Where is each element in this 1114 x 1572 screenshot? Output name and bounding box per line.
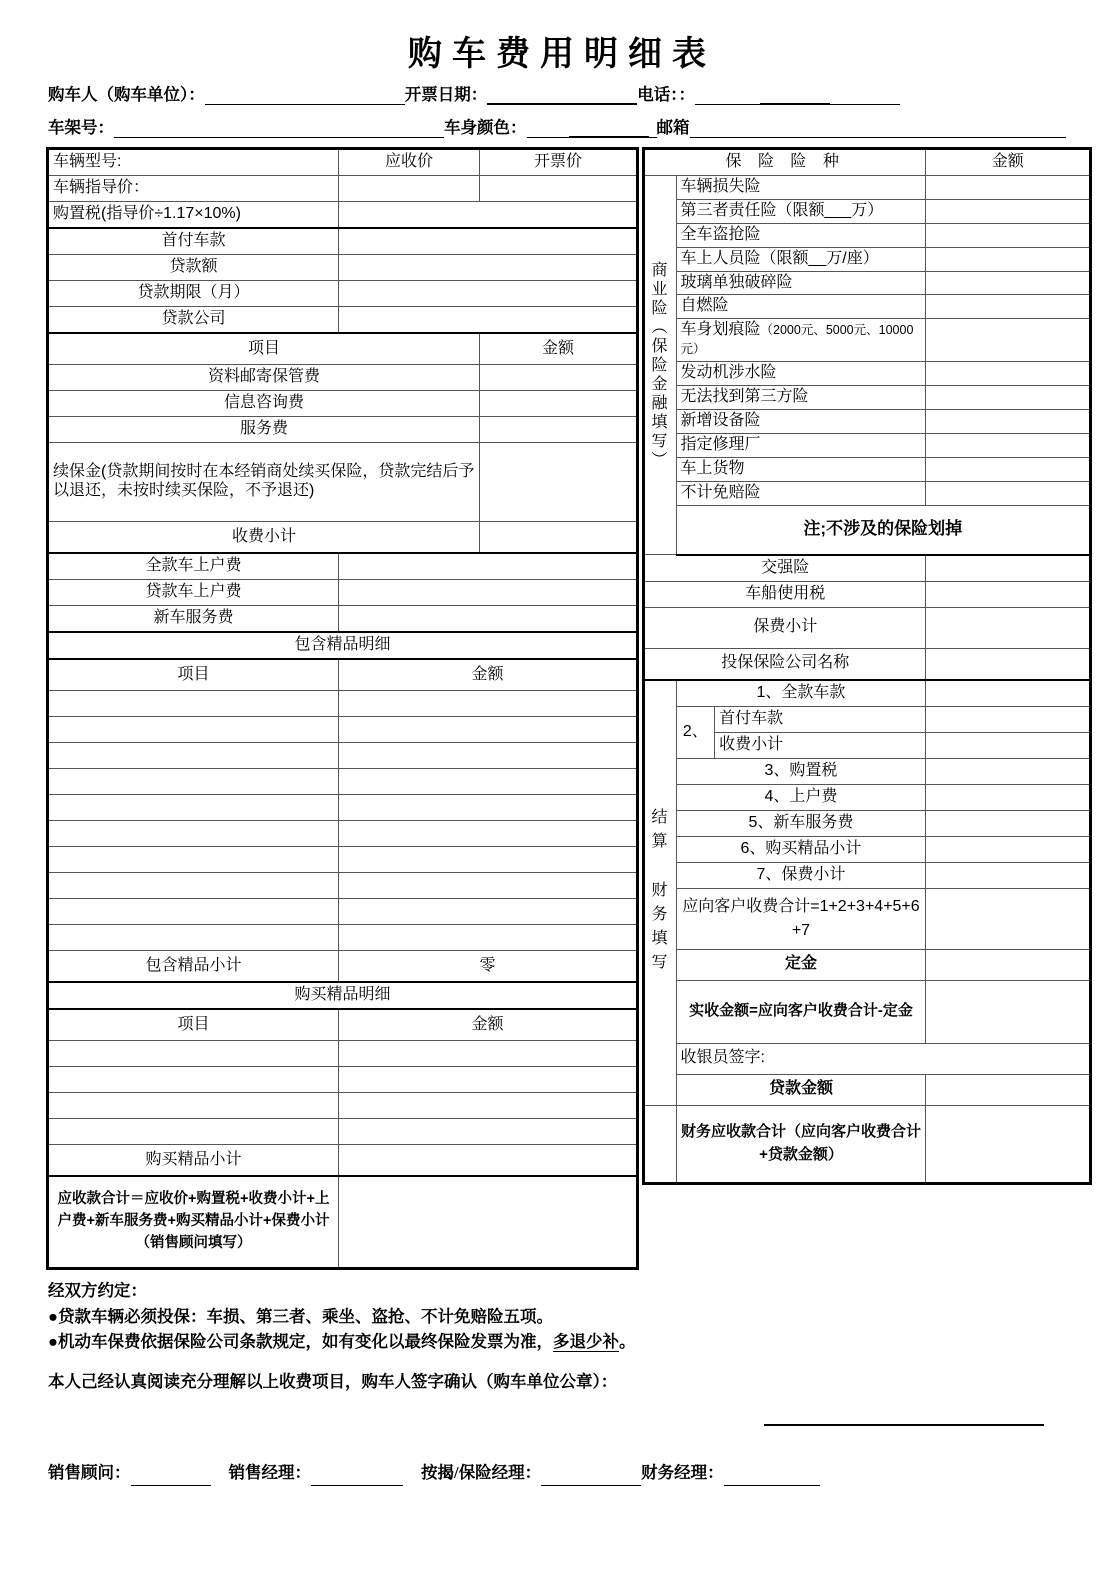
- loan-company-value-cell[interactable]: [339, 307, 638, 334]
- loan-amount-settlement-cell[interactable]: [926, 1074, 1091, 1105]
- loan-registration-fee-cell[interactable]: [339, 580, 638, 606]
- table-row: [644, 319, 1091, 362]
- table-row: [644, 271, 1091, 295]
- new-car-service-fee-label: 新车服务费: [48, 606, 339, 633]
- included-accessory-item-cell[interactable]: [48, 795, 339, 821]
- settlement-row-cell[interactable]: [926, 836, 1091, 862]
- settlement-item2-sub-a-cell[interactable]: [926, 706, 1091, 732]
- insurance-item-label: 车上人员险（限额__万/座）: [676, 247, 926, 271]
- insurance-item-label: 车上货物: [676, 457, 926, 481]
- table-row: [644, 888, 1091, 949]
- grand-total-cell[interactable]: [339, 1176, 638, 1269]
- customer-total-cell[interactable]: [926, 888, 1091, 949]
- commercial-insurance-vertical-label: 商业险（保险金融填写）: [644, 176, 677, 555]
- insurance-amount-cell[interactable]: [926, 271, 1091, 295]
- buyer-signature-area: [48, 1412, 1066, 1426]
- scratch-insurance-note: （2000元、5000元、10000元）: [680, 323, 914, 357]
- vehicle-vessel-tax-label: 车船使用税: [644, 581, 926, 607]
- full-payment-registration-fee-cell[interactable]: [339, 553, 638, 580]
- insurance-note-line: 注;不涉及的保险划掉: [676, 505, 1091, 555]
- purchased-accessory-item-cell[interactable]: [48, 1119, 339, 1145]
- mailing-storage-fee-label: 资料邮寄保管费: [48, 365, 480, 391]
- loan-term-value-cell[interactable]: [339, 281, 638, 307]
- table-row: [48, 659, 638, 691]
- insurance-item-label: 车辆损失险: [676, 176, 926, 200]
- finance-manager-line[interactable]: [724, 1471, 820, 1486]
- settlement-item2-sub-b-cell[interactable]: [926, 732, 1091, 758]
- table-row: [644, 505, 1091, 555]
- settlement-row-cell[interactable]: [926, 784, 1091, 810]
- buyer-input-line[interactable]: [205, 89, 405, 105]
- table-row: [644, 836, 1091, 862]
- info-consult-fee-cell[interactable]: [480, 391, 638, 417]
- body-color-line-c[interactable]: [613, 121, 649, 138]
- right-table: [642, 147, 1092, 1185]
- phone-input-line-a[interactable]: [695, 89, 760, 105]
- service-fee-cell[interactable]: [480, 417, 638, 443]
- included-accessory-item-cell[interactable]: [48, 873, 339, 899]
- included-accessory-item-cell[interactable]: [48, 821, 339, 847]
- table-row: [644, 758, 1091, 784]
- insurance-item-label: 无法找到第三方险: [676, 386, 926, 410]
- finance-manager-label: 财务经理：: [641, 1463, 724, 1483]
- sales-manager-line[interactable]: [311, 1471, 403, 1486]
- page-title: 购车费用明细表: [408, 36, 716, 73]
- table-row: [644, 706, 1091, 732]
- table-row: [48, 632, 638, 659]
- table-row: [48, 417, 638, 443]
- compulsory-insurance-cell[interactable]: [926, 555, 1091, 582]
- table-row: [48, 255, 638, 281]
- table-row: [644, 581, 1091, 607]
- table-row: [48, 606, 638, 633]
- insurance-item-label: 发动机涉水险: [676, 362, 926, 386]
- included-accessory-amount-cell[interactable]: [339, 795, 638, 821]
- body-color-line-b[interactable]: [569, 121, 613, 138]
- included-accessories-title: 包含精品明细: [48, 632, 638, 659]
- table-row: [644, 862, 1091, 888]
- guide-price-receivable-cell[interactable]: [339, 176, 480, 202]
- included-accessory-item-cell[interactable]: [48, 925, 339, 951]
- purchased-accessories-subtotal-cell[interactable]: [339, 1145, 638, 1177]
- table-row: [644, 176, 1091, 200]
- insurance-item-label: 第三者责任险（限额___万）: [676, 199, 926, 223]
- premium-subtotal-cell[interactable]: [926, 607, 1091, 648]
- settlement-item2-sub-a: 首付车款: [715, 706, 926, 732]
- table-row: [48, 899, 638, 925]
- table-row: [48, 281, 638, 307]
- actual-received-cell[interactable]: [926, 980, 1091, 1043]
- invoice-date-label: 开票日期：: [404, 86, 488, 104]
- table-row: [644, 457, 1091, 481]
- table-row: [48, 391, 638, 417]
- insurance-amount-cell[interactable]: [926, 433, 1091, 457]
- table-row: [644, 949, 1091, 980]
- included-accessories-item-header: 项目: [48, 659, 339, 691]
- info-consult-fee-label: 信息咨询费: [48, 391, 480, 417]
- table-row: [644, 980, 1091, 1043]
- scratch-insurance-label: [676, 319, 926, 362]
- purchased-accessories-subtotal-label: 购买精品小计: [48, 1145, 339, 1177]
- included-accessory-item-cell[interactable]: [48, 743, 339, 769]
- body-color-line-d[interactable]: [649, 122, 657, 138]
- included-accessory-item-cell[interactable]: [48, 899, 339, 925]
- table-row: [48, 580, 638, 606]
- included-accessory-amount-cell[interactable]: [339, 821, 638, 847]
- purchase-tax-value-cell[interactable]: [339, 202, 638, 229]
- purchased-accessories-item-header: 项目: [48, 1009, 339, 1041]
- fee-item-header: 项目: [48, 333, 480, 365]
- insurance-amount-cell[interactable]: [926, 410, 1091, 434]
- included-accessory-item-cell[interactable]: [48, 717, 339, 743]
- table-row: [644, 295, 1091, 319]
- table-row: [48, 951, 638, 983]
- service-fee-label: 服务费: [48, 417, 480, 443]
- included-accessory-amount-cell[interactable]: [339, 743, 638, 769]
- insurance-item-label: 自燃险: [676, 295, 926, 319]
- compulsory-insurance-label: 交强险: [644, 555, 926, 582]
- insurance-amount-cell[interactable]: [926, 295, 1091, 319]
- agreement-bullet-2-suffix: 。: [618, 1332, 636, 1352]
- right-table-container: [642, 147, 1092, 1185]
- renewal-deposit-cell[interactable]: [480, 443, 638, 522]
- table-row: [48, 769, 638, 795]
- table-row: [644, 1074, 1091, 1105]
- table-row: [48, 847, 638, 873]
- included-accessory-item-cell[interactable]: [48, 769, 339, 795]
- table-row: [48, 1041, 638, 1067]
- vehicle-model-label: 车辆型号:: [48, 149, 339, 176]
- settlement-row-cell[interactable]: [926, 862, 1091, 888]
- insurance-item-label: 不计免赔险: [676, 481, 926, 505]
- form-tables: [0, 147, 1114, 1270]
- settlement-row-label: 6、购买精品小计: [676, 836, 926, 862]
- down-payment-value-cell[interactable]: [339, 228, 638, 255]
- agreement-bullet-1: ●贷款车辆必须投保：车损、第三者、乘坐、盗抢、不计免赔险五项。: [48, 1306, 553, 1326]
- deposit-label: 定金: [676, 949, 926, 980]
- table-row: [644, 362, 1091, 386]
- table-row: [644, 607, 1091, 648]
- table-row: [48, 553, 638, 580]
- email-input-line[interactable]: [690, 122, 1067, 138]
- agreement-bullet-2-prefix: ●机动车保费依据保险公司条款规定，如有变化以最终保险发票为准，: [48, 1332, 553, 1352]
- down-payment-label: 首付车款: [48, 228, 339, 255]
- guide-price-invoice-cell[interactable]: [480, 176, 638, 202]
- included-accessory-item-cell[interactable]: [48, 847, 339, 873]
- buyer-label: 购车人（购车单位）：: [48, 86, 205, 104]
- table-row: [644, 648, 1091, 680]
- included-accessories-subtotal-value: 零: [339, 951, 638, 983]
- left-table-container: [46, 147, 636, 1270]
- table-row: [644, 247, 1091, 271]
- table-row: [48, 176, 638, 202]
- table-row: [48, 925, 638, 951]
- settlement-row-label: 3、购置税: [676, 758, 926, 784]
- sales-consultant-label: 销售顾问：: [48, 1463, 131, 1483]
- table-row: [48, 333, 638, 365]
- insurance-item-label: 指定修理厂: [676, 433, 926, 457]
- table-row: [48, 307, 638, 334]
- table-row: [644, 810, 1091, 836]
- fee-subtotal-cell[interactable]: [480, 522, 638, 554]
- header-row-2: [48, 114, 1066, 138]
- agreement-bullet-2: [48, 1329, 1066, 1355]
- buyer-signature-line[interactable]: [764, 1412, 1044, 1426]
- table-row: [48, 1176, 638, 1269]
- manager-signature-row: [48, 1460, 1066, 1486]
- settlement-vertical-spacer: [644, 1105, 677, 1183]
- footer-spacer: [48, 1355, 1066, 1369]
- insurance-type-header: 保 险 险 种: [644, 149, 926, 176]
- purchased-accessory-amount-cell[interactable]: [339, 1119, 638, 1145]
- settlement-row-label: 7、保费小计: [676, 862, 926, 888]
- included-accessory-amount-cell[interactable]: [339, 873, 638, 899]
- table-row: [644, 433, 1091, 457]
- loan-amount-label: 贷款额: [48, 255, 339, 281]
- full-payment-registration-fee-label: 全款车上户费: [48, 553, 339, 580]
- invoice-date-input-line[interactable]: [487, 88, 637, 105]
- loan-company-label: 贷款公司: [48, 307, 339, 334]
- table-row: [644, 1105, 1091, 1183]
- table-row: [48, 443, 638, 522]
- customer-total-label: 应向客户收费合计=1+2+3+4+5+6+7: [676, 888, 926, 949]
- table-row: [48, 1093, 638, 1119]
- included-accessory-amount-cell[interactable]: [339, 925, 638, 951]
- vin-label: 车架号：: [48, 119, 114, 137]
- purchased-accessory-item-cell[interactable]: [48, 1093, 339, 1119]
- loan-term-label: 贷款期限（月）: [48, 281, 339, 307]
- table-row: [48, 821, 638, 847]
- left-table: [46, 147, 639, 1270]
- table-row: [48, 717, 638, 743]
- email-label: 邮箱: [656, 119, 690, 137]
- insurance-company-name-label: 投保保险公司名称: [644, 648, 926, 680]
- included-accessory-amount-cell[interactable]: [339, 769, 638, 795]
- table-row: [48, 1067, 638, 1093]
- purchased-accessory-amount-cell[interactable]: [339, 1041, 638, 1067]
- table-row: [48, 1119, 638, 1145]
- purchased-accessory-amount-cell[interactable]: [339, 1067, 638, 1093]
- finance-total-cell[interactable]: [926, 1105, 1091, 1183]
- footer-agreement: [0, 1270, 1114, 1486]
- purchased-accessory-amount-cell[interactable]: [339, 1093, 638, 1119]
- insurance-amount-cell[interactable]: [926, 199, 1091, 223]
- deposit-cell[interactable]: [926, 949, 1091, 980]
- insurance-amount-cell[interactable]: [926, 247, 1091, 271]
- finance-total-label: 财务应收款合计（应向客户收费合计+贷款金额）: [676, 1105, 926, 1183]
- loan-registration-fee-label: 贷款车上户费: [48, 580, 339, 606]
- table-row: [48, 202, 638, 229]
- agreement-bullet-2-emphasis: 多退少补: [552, 1332, 619, 1352]
- table-row: [48, 522, 638, 554]
- table-row: [48, 1145, 638, 1177]
- table-row: [644, 149, 1091, 176]
- mailing-storage-fee-cell[interactable]: [480, 365, 638, 391]
- table-row: [644, 223, 1091, 247]
- invoice-price-header: 开票价: [480, 149, 638, 176]
- included-accessory-item-cell[interactable]: [48, 691, 339, 717]
- table-row: [644, 555, 1091, 582]
- cashier-signature-label[interactable]: 收银员签字:: [676, 1043, 1091, 1074]
- table-row: [48, 743, 638, 769]
- table-row: [48, 982, 638, 1009]
- new-car-service-fee-cell[interactable]: [339, 606, 638, 633]
- settlement-row-label: 5、新车服务费: [676, 810, 926, 836]
- phone-input-line-b[interactable]: [760, 88, 830, 105]
- settlement-item2-number: 2、: [676, 706, 715, 758]
- mortgage-insurance-manager-label: 按揭/保险经理：: [421, 1463, 542, 1483]
- settlement-row-label: 4、上户费: [676, 784, 926, 810]
- insurance-amount-cell[interactable]: [926, 223, 1091, 247]
- settlement-row-cell[interactable]: [926, 810, 1091, 836]
- phone-input-line-c[interactable]: [830, 89, 900, 105]
- included-accessories-amount-header: 金额: [339, 659, 638, 691]
- actual-received-label: 实收金额=应向客户收费合计-定金: [676, 980, 926, 1043]
- table-row: [48, 795, 638, 821]
- insurance-item-label: 新增设备险: [676, 410, 926, 434]
- phone-label: 电话：：: [637, 86, 695, 104]
- settlement-item2-sub-b: 收费小计: [715, 732, 926, 758]
- included-accessory-amount-cell[interactable]: [339, 691, 638, 717]
- vehicle-vessel-tax-cell[interactable]: [926, 581, 1091, 607]
- guide-price-label: 车辆指导价：: [48, 176, 339, 202]
- header-fields: [0, 81, 1114, 138]
- table-row: [48, 149, 638, 176]
- table-row: [644, 386, 1091, 410]
- loan-amount-value-cell[interactable]: [339, 255, 638, 281]
- table-row: [48, 365, 638, 391]
- insurance-amount-cell[interactable]: [926, 457, 1091, 481]
- table-row: [48, 1009, 638, 1041]
- purchased-accessory-item-cell[interactable]: [48, 1067, 339, 1093]
- header-row-1: [48, 81, 1066, 105]
- confirm-text: 本人己经认真阅读充分理解以上收费项目，购车人签字确认（购车单位公章）：: [48, 1371, 618, 1391]
- insurance-amount-cell[interactable]: [926, 481, 1091, 505]
- insurance-amount-cell[interactable]: [926, 362, 1091, 386]
- settlement-row-label: 1、全款车款: [676, 680, 926, 707]
- fee-subtotal-label: 收费小计: [48, 522, 480, 554]
- insurance-amount-header: 金额: [926, 149, 1091, 176]
- table-row: [644, 1043, 1091, 1074]
- premium-subtotal-label: 保费小计: [644, 607, 926, 648]
- included-accessory-amount-cell[interactable]: [339, 899, 638, 925]
- table-row: [644, 784, 1091, 810]
- table-row: [644, 199, 1091, 223]
- settlement-vertical-label: 结算 财务填写: [644, 680, 677, 1106]
- insurance-amount-cell[interactable]: [926, 176, 1091, 200]
- included-accessory-amount-cell[interactable]: [339, 717, 638, 743]
- settlement-row-cell[interactable]: [926, 680, 1091, 707]
- settlement-row-cell[interactable]: [926, 758, 1091, 784]
- body-color-line-a[interactable]: [527, 122, 569, 138]
- table-row: [644, 680, 1091, 707]
- vin-input-line[interactable]: [114, 122, 444, 138]
- insurance-item-label: 全车盗抢险: [676, 223, 926, 247]
- purchased-accessories-amount-header: 金额: [339, 1009, 638, 1041]
- included-accessories-subtotal-label: 包含精品小计: [48, 951, 339, 983]
- included-accessory-amount-cell[interactable]: [339, 847, 638, 873]
- insurance-item-label: 玻璃单独破碎险: [676, 271, 926, 295]
- scratch-insurance-main: 车身划痕险: [680, 321, 761, 339]
- agreement-title: 经双方约定：: [48, 1281, 147, 1300]
- table-row: [644, 481, 1091, 505]
- purchased-accessories-title: 购买精品明细: [48, 982, 638, 1009]
- table-row: [48, 873, 638, 899]
- receivable-price-header: 应收价: [339, 149, 480, 176]
- sales-manager-label: 销售经理：: [228, 1463, 311, 1483]
- table-row: [644, 410, 1091, 434]
- purchase-tax-label: 购置税(指导价÷1.17×10%): [48, 202, 339, 229]
- insurance-company-name-cell[interactable]: [926, 648, 1091, 680]
- mortgage-insurance-manager-line[interactable]: [541, 1471, 641, 1486]
- purchased-accessory-item-cell[interactable]: [48, 1041, 339, 1067]
- table-row: [48, 228, 638, 255]
- loan-amount-settlement-label: 贷款金额: [676, 1074, 926, 1105]
- fee-amount-header: 金额: [480, 333, 638, 365]
- insurance-amount-cell[interactable]: [926, 319, 1091, 362]
- table-row: [48, 691, 638, 717]
- body-color-label: 车身颜色：: [444, 119, 527, 137]
- renewal-deposit-label: 续保金(贷款期间按时在本经销商处续买保险，贷款完结后予以退还，未按时续买保险，不予退还): [48, 443, 480, 522]
- sales-consultant-line[interactable]: [131, 1471, 211, 1486]
- insurance-amount-cell[interactable]: [926, 386, 1091, 410]
- grand-total-label: 应收款合计＝应收价+购置税+收费小计+上户费+新车服务费+购买精品小计+保费小计（销售顾问填写）: [48, 1176, 339, 1269]
